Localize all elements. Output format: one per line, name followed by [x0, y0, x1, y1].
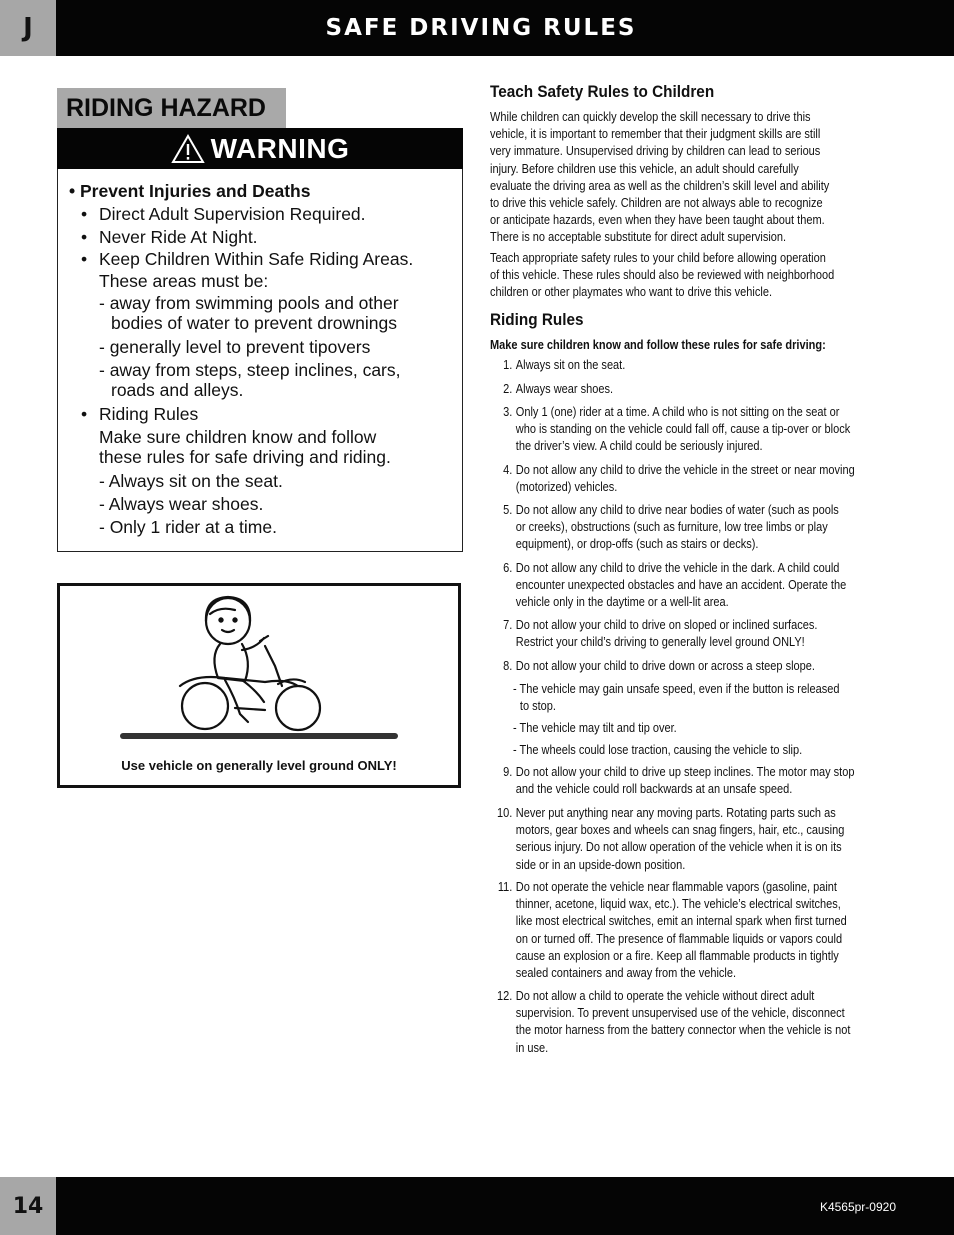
warning-subitem: - Always wear shoes.: [99, 494, 264, 514]
document-code: K4565pr-0920: [819, 1200, 896, 1214]
riding-rules-heading: Riding Rules: [490, 310, 584, 329]
warning-main-bullet: • Prevent Injuries and Deaths: [69, 181, 311, 201]
rule-item: 1. Always sit on the seat.: [503, 357, 626, 372]
rule-item: 6. Do not allow any child to drive the vehicle in the dark. A child could encounter unexpected obstacles and have an accident. Operate the vehicle only in the daytime or a well-lit area.: [503, 560, 847, 610]
warning-subitem: - away from steps, steep inclines, cars,: [99, 360, 401, 380]
warning-subitem: roads and alleys.: [111, 380, 244, 400]
warning-text: These areas must be:: [99, 271, 269, 291]
rule-item: 3. Only 1 (one) rider at a time. A child who is not sitting on the seat or who is standing on the vehicle could fall off, cause a tip-over or block the driver’s view. A child could be seriously injured.: [503, 404, 851, 454]
warning-text: these rules for safe driving and riding.: [99, 447, 391, 467]
illustration-box: [57, 583, 461, 788]
warning-box: • Prevent Injuries and Deaths • Direct Adult Supervision Required. • Never Ride At Night. • Keep Children Within Safe Riding Areas. These areas must be: - away from swimming pools and other bodies of water to prevent drownings - generally level to prevent tipovers - away from steps, steep inclines, cars, roads and alleys. • Riding Rules Make sure children know and follow these rules for safe driving and riding. - Always sit on the seat. - Always wear shoes. - Only 1 rider at a time.: [57, 169, 463, 552]
child-riding-atv-illustration: [60, 586, 458, 756]
footer-bar: [0, 1177, 954, 1235]
rule-8-subitem: - The vehicle may tilt and tip over.: [513, 720, 677, 735]
section-letter: J: [0, 0, 56, 56]
warning-subitem: - generally level to prevent tipovers: [99, 337, 371, 357]
warning-text: Make sure children know and follow: [99, 427, 377, 447]
rule-item: 8. Do not allow your child to drive down or across a steep slope.: [503, 658, 815, 673]
warning-title: WARNING: [210, 132, 350, 164]
rule-item: 9. Do not allow your child to drive up steep inclines. The motor may stop and the vehicle could roll backwards at an unsafe speed.: [503, 764, 855, 797]
riding-rules-intro: Make sure children know and follow these rules for safe driving:: [490, 337, 826, 352]
page-title: SAFE DRIVING RULES: [325, 15, 637, 41]
rule-item: 5. Do not allow any child to drive near bodies of water (such as pools or creeks), obstructions (such as furniture, low tree limbs or play equipment), or drop-offs (such as stairs or decks).: [503, 502, 839, 552]
rule-item: 11. Do not operate the vehicle near flammable vapors (gasoline, paint thinner, acetone, liquid wax, etc.). The vehicle’s electrical switches, like most electrical switches, emit an internal spark when first turned on or turned off. The presence of flammable liquids or vapors could cause an explosion or a fire. Keep all flammable products in tightly sealed containers and away from the vehicle.: [497, 879, 847, 981]
rule-item: 4. Do not allow any child to drive the vehicle in the street or near moving (motorized) vehicles.: [503, 462, 855, 495]
warning-bar: [57, 128, 463, 169]
warning-subitem: - Always sit on the seat.: [99, 471, 283, 491]
teach-paragraph-2: Teach appropriate safety rules to your child before allowing operation of this vehicle. These rules should also be reviewed with neighborhood children or other playmates who want to drive this vehicle.: [490, 250, 835, 300]
rule-item: 12. Do not allow a child to operate the vehicle without direct adult supervision. To prevent unsupervised use of the vehicle, disconnect the motor harness from the battery connector when the vehicle is not in use.: [497, 988, 851, 1055]
teach-paragraph-1: While children can quickly develop the skill necessary to drive this vehicle, it is important to remember that their judgment skills are still very immature. Unsupervised driving by children can lead to serious injury. Before children use this vehicle, an adult should carefully evaluate the driving area as well as the children’s skill level and ability to drive this vehicle safely. Children are not always able to recognize or anticipate hazards, even when they have been taught about them. There is no acceptable substitute for direct adult supervision.: [490, 109, 830, 245]
warning-subitem: - Only 1 rider at a time.: [99, 517, 277, 537]
rule-item: 7. Do not allow your child to drive on sloped or inclined surfaces. Restrict your child’s driving to generally level ground ONLY!: [503, 617, 818, 650]
rule-item: 2. Always wear shoes.: [503, 381, 614, 396]
rule-item: 10. Never put anything near any moving parts. Rotating parts such as motors, gear boxes and wheels can snag fingers, hair, etc., causing serious injury. Do not allow operation of the vehicle when it is on its side or in an upside-down position.: [497, 805, 845, 872]
warning-subitem: bodies of water to prevent drownings: [111, 313, 397, 333]
rule-8-subitem: - The vehicle may gain unsafe speed, even if the button is released to stop.: [513, 681, 840, 714]
hazard-label: RIDING HAZARD: [57, 88, 286, 128]
illustration-caption: Use vehicle on generally level ground ONLY!: [121, 758, 397, 773]
rule-8-subitem: - The wheels could lose traction, causing the vehicle to slip.: [513, 742, 803, 757]
warning-subitem: - away from swimming pools and other: [99, 293, 399, 313]
page-number: 14: [0, 1177, 56, 1235]
teach-heading: Teach Safety Rules to Children: [490, 82, 715, 101]
warning-triangle-icon: [171, 134, 205, 164]
